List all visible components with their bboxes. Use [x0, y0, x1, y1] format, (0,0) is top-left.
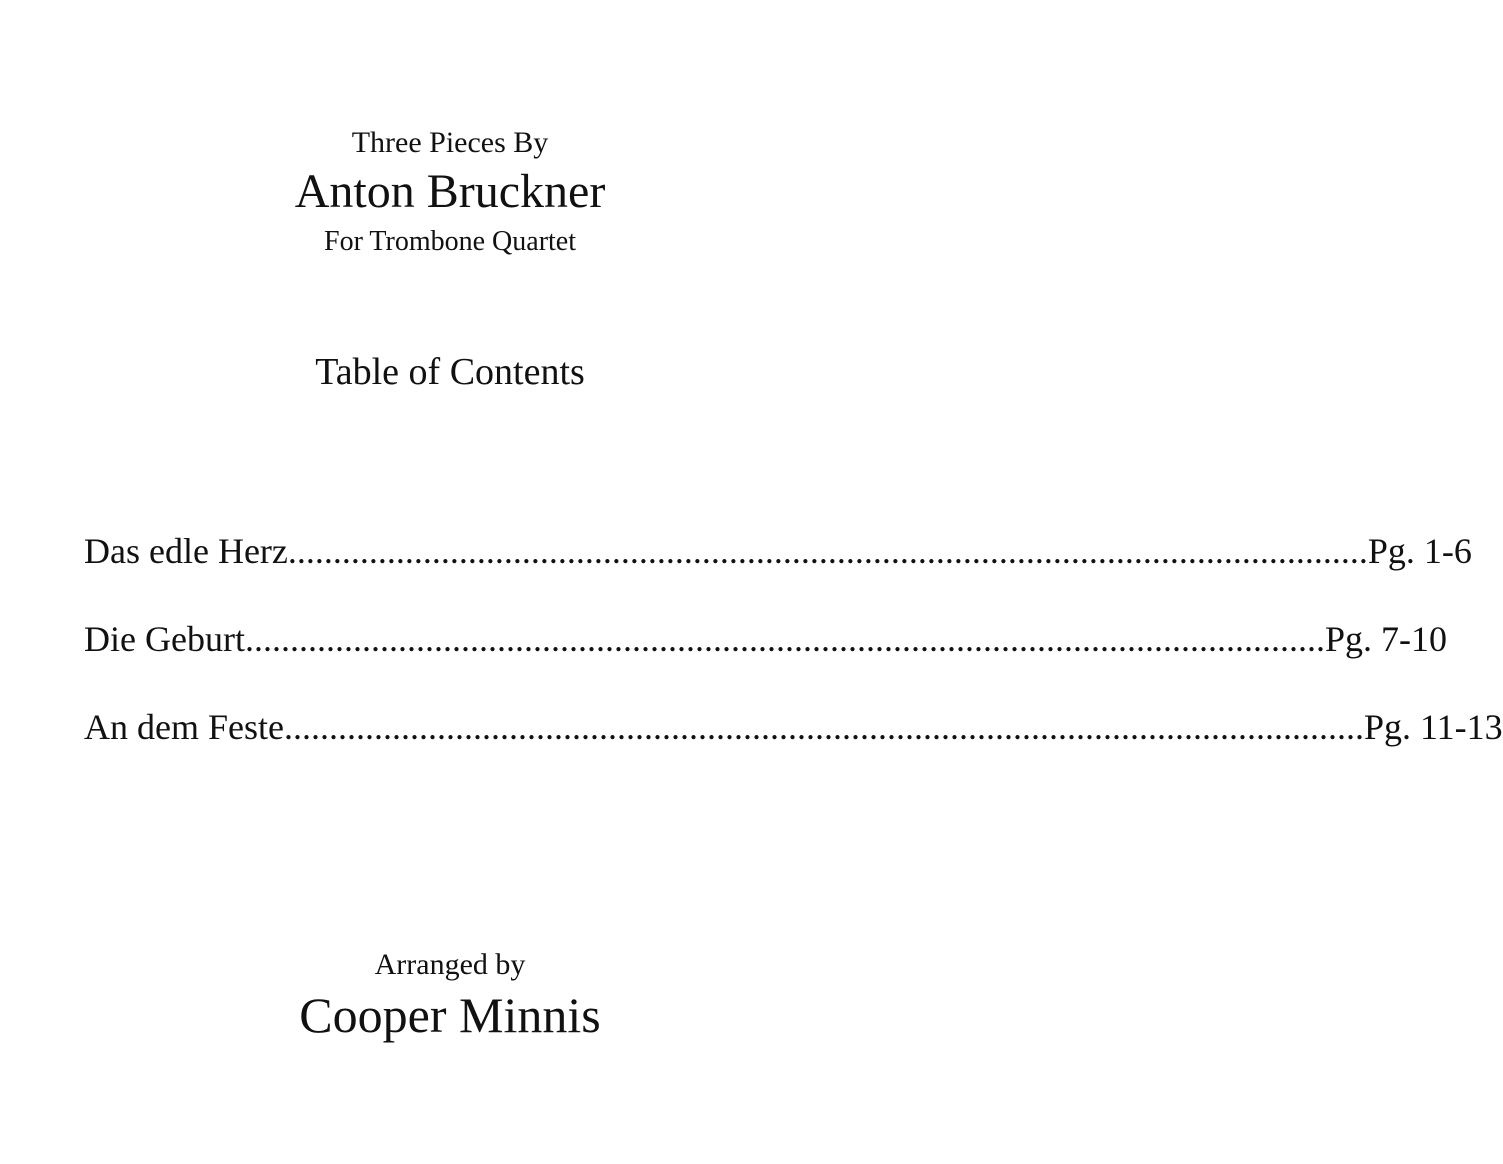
toc-entry — [84, 706, 1503, 794]
toc-dot-leader: ........................................................................................................................ — [287, 531, 1368, 571]
toc-dot-leader: ........................................................................................................................ — [244, 619, 1325, 659]
pre-title: Three Pieces By — [351, 126, 549, 159]
toc-entry-pages: Pg. 1-6 — [1367, 531, 1472, 571]
instrumentation-subtitle: For Trombone Quartet — [324, 226, 576, 257]
toc-entry-name: Das edle Herz — [84, 531, 288, 571]
toc-heading: Table of Contents — [315, 351, 585, 393]
toc-entry-name: Die Geburt — [84, 619, 245, 659]
toc-entry-name: An dem Feste — [84, 707, 284, 747]
arranger-name: Cooper Minnis — [299, 987, 601, 1043]
toc-entry — [84, 530, 1472, 618]
toc-dot-leader: ........................................................................................................................ — [283, 707, 1364, 747]
arranged-by-label: Arranged by — [374, 948, 526, 981]
toc-entry — [84, 618, 1447, 706]
toc-entry-pages: Pg. 11-13 — [1363, 707, 1503, 747]
toc-list — [84, 530, 1503, 794]
toc-entry-pages: Pg. 7-10 — [1324, 619, 1447, 659]
composer-title: Anton Bruckner — [294, 165, 606, 218]
